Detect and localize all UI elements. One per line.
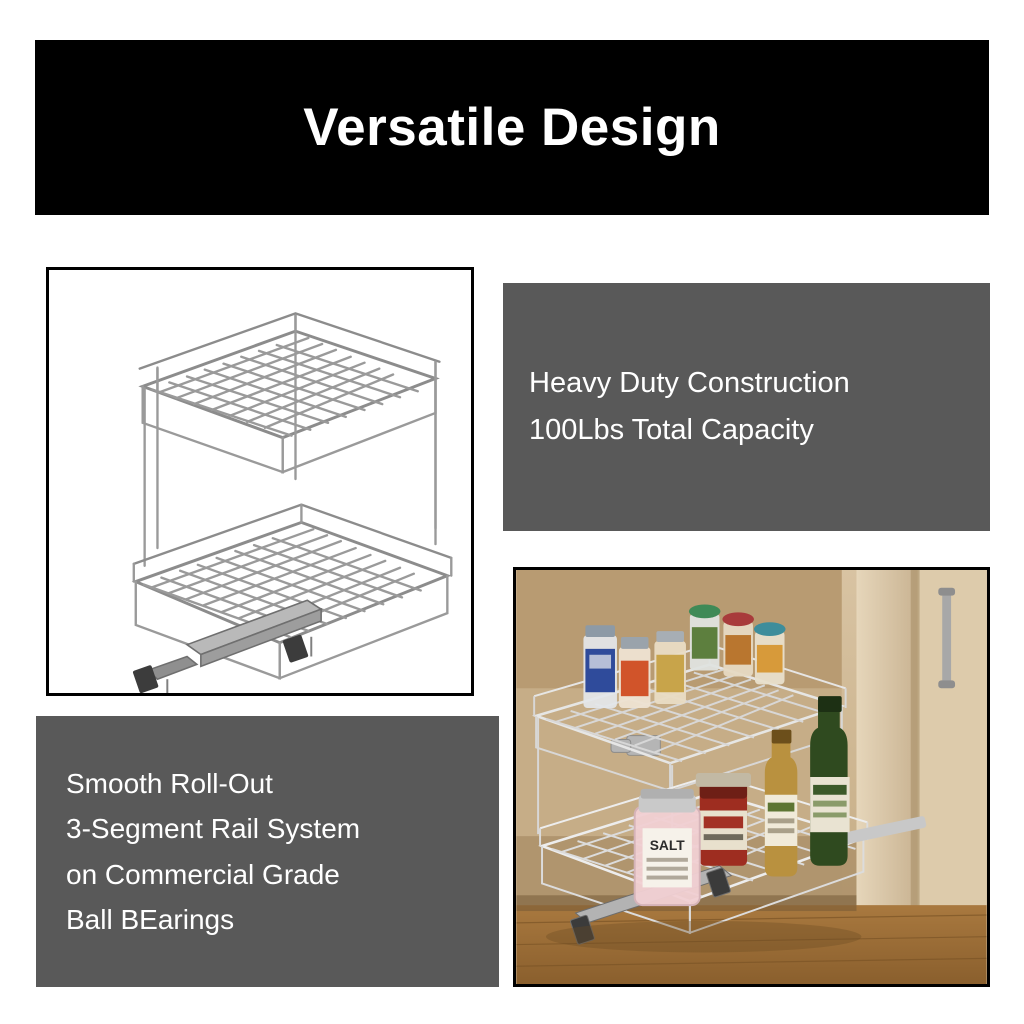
feature-line: Ball BEarings bbox=[66, 903, 235, 935]
feature-line: 3-Segment Rail System bbox=[66, 813, 361, 845]
title-banner bbox=[35, 40, 989, 215]
feature-block-heavy-duty bbox=[503, 283, 990, 531]
lifestyle-photo bbox=[513, 567, 990, 987]
feature-line: Heavy Duty Construction bbox=[529, 367, 850, 400]
feature-line: 100Lbs Total Capacity bbox=[529, 414, 814, 446]
product-diagram-image bbox=[46, 267, 474, 696]
feature-line: on Commercial Grade bbox=[66, 858, 340, 890]
feature-line: Smooth Roll-Out bbox=[66, 767, 273, 799]
page-title: Versatile Design bbox=[303, 98, 721, 157]
salt-jar-label: SALT bbox=[649, 837, 685, 853]
feature-block-roll-out bbox=[36, 716, 499, 987]
